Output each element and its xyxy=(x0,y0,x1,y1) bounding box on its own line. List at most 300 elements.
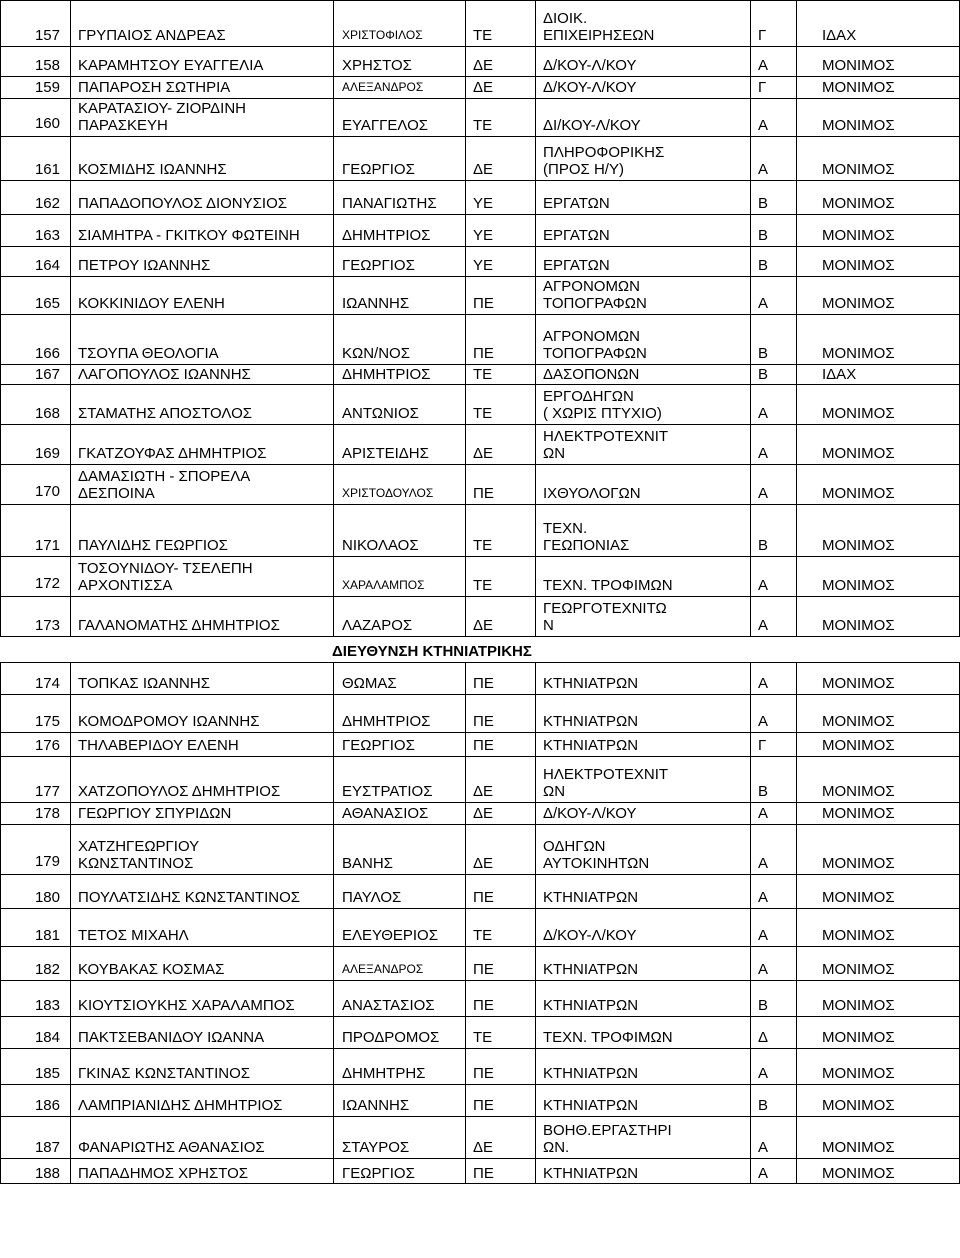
table-row xyxy=(0,136,960,180)
column-divider xyxy=(750,1085,751,1116)
cell-status: ΜΟΝΙΜΟΣ xyxy=(822,117,895,134)
cell-grade: Α xyxy=(758,805,769,822)
column-divider xyxy=(70,47,71,76)
column-divider xyxy=(750,181,751,214)
cell-status: ΜΟΝΙΜΟΣ xyxy=(822,997,895,1014)
column-divider xyxy=(535,385,536,424)
cell-grade: Β xyxy=(758,997,769,1014)
cell-cat: ΠΕ xyxy=(473,889,494,906)
cell-name: ΠΕΤΡΟΥ ΙΩΑΝΝΗΣ xyxy=(78,257,211,274)
cell-status: ΜΟΝΙΜΟΣ xyxy=(822,445,895,462)
cell-father: ΔΗΜΗΤΡΙΟΣ xyxy=(342,366,431,383)
cell-n: 158 xyxy=(34,57,60,74)
table-row xyxy=(0,424,960,464)
cell-cat: ΠΕ xyxy=(473,1165,494,1182)
cell-name: ΓΡΥΠΑΙΟΣ ΑΝΔΡΕΑΣ xyxy=(78,27,226,44)
column-divider xyxy=(333,77,334,98)
cell-grade: Α xyxy=(758,675,769,692)
column-divider xyxy=(750,47,751,76)
column-divider xyxy=(535,1049,536,1084)
cell-name: ΚΑΡΑΤΑΣΙΟΥ- ΖΙΟΡΔΙΝΗ ΠΑΡΑΣΚΕΥΗ xyxy=(78,100,247,134)
cell-name: ΧΑΤΖΟΠΟΥΛΟΣ ΔΗΜΗΤΡΙΟΣ xyxy=(78,783,281,800)
column-divider xyxy=(750,1,751,46)
cell-grade: Α xyxy=(758,713,769,730)
column-divider xyxy=(465,825,466,874)
column-divider xyxy=(0,803,1,824)
cell-name: ΤΗΛΑΒΕΡΙΔΟΥ ΕΛΕΝΗ xyxy=(78,737,239,754)
column-divider xyxy=(70,597,71,636)
column-divider xyxy=(750,597,751,636)
table-row xyxy=(0,874,960,908)
cell-name: ΣΙΑΜΗΤΡΑ - ΓΚΙΤΚΟΥ ΦΩΤΕΙΝΗ xyxy=(78,227,300,244)
column-divider xyxy=(333,757,334,802)
cell-father: ΔΗΜΗΤΡΙΟΣ xyxy=(342,227,431,244)
cell-spec: ΑΓΡΟΝΟΜΩΝ ΤΟΠΟΓΡΑΦΩΝ xyxy=(543,278,647,312)
column-divider xyxy=(796,695,797,732)
column-divider xyxy=(333,181,334,214)
column-divider xyxy=(535,909,536,946)
cell-cat: ΔΕ xyxy=(473,617,494,634)
column-divider xyxy=(0,215,1,246)
column-divider xyxy=(750,825,751,874)
column-divider xyxy=(333,981,334,1016)
column-divider xyxy=(535,1159,536,1183)
column-divider xyxy=(0,277,1,314)
column-divider xyxy=(70,215,71,246)
column-divider xyxy=(70,1049,71,1084)
cell-grade: Α xyxy=(758,445,769,462)
column-divider xyxy=(70,99,71,136)
cell-status: ΜΟΝΙΜΟΣ xyxy=(822,961,895,978)
cell-status: ΜΟΝΙΜΟΣ xyxy=(822,1165,895,1182)
table-row xyxy=(0,246,960,276)
table-row xyxy=(0,732,960,756)
cell-cat: ΔΕ xyxy=(473,57,494,74)
column-divider xyxy=(70,1159,71,1183)
cell-cat: ΠΕ xyxy=(473,961,494,978)
column-divider xyxy=(465,99,466,136)
cell-status: ΜΟΝΙΜΟΣ xyxy=(822,1029,895,1046)
column-divider xyxy=(465,181,466,214)
cell-spec: ΠΛΗΡΟΦΟΡΙΚΗΣ (ΠΡΟΣ Η/Υ) xyxy=(543,144,665,178)
column-divider xyxy=(535,947,536,980)
column-divider xyxy=(333,803,334,824)
table-row xyxy=(0,1048,960,1084)
column-divider xyxy=(0,825,1,874)
table-row xyxy=(0,802,960,824)
cell-status: ΜΟΝΙΜΟΣ xyxy=(822,295,895,312)
cell-cat: ΠΕ xyxy=(473,345,494,362)
column-divider xyxy=(0,181,1,214)
column-divider xyxy=(465,47,466,76)
column-divider xyxy=(796,981,797,1016)
cell-spec: ΗΛΕΚΤΡΟΤΕΧΝΙΤ ΩΝ xyxy=(543,428,669,462)
cell-cat: ΤΕ xyxy=(473,405,493,422)
column-divider xyxy=(333,1117,334,1158)
column-divider xyxy=(0,247,1,276)
column-divider xyxy=(0,597,1,636)
column-divider xyxy=(796,215,797,246)
cell-status: ΜΟΝΙΜΟΣ xyxy=(822,485,895,502)
cell-spec: ΚΤΗΝΙΑΤΡΩΝ xyxy=(543,889,639,906)
column-divider xyxy=(535,1,536,46)
cell-status: ΜΟΝΙΜΟΣ xyxy=(822,79,895,96)
cell-n: 169 xyxy=(34,445,60,462)
cell-status: ΜΟΝΙΜΟΣ xyxy=(822,1065,895,1082)
column-divider xyxy=(796,365,797,384)
cell-father: ΑΘΑΝΑΣΙΟΣ xyxy=(342,805,429,822)
cell-father: ΘΩΜΑΣ xyxy=(342,675,397,692)
cell-cat: ΤΕ xyxy=(473,27,493,44)
column-divider xyxy=(333,909,334,946)
column-divider xyxy=(796,597,797,636)
column-divider xyxy=(796,277,797,314)
column-divider xyxy=(535,215,536,246)
column-divider xyxy=(0,1017,1,1048)
cell-father: ΛΑΖΑΡΟΣ xyxy=(342,617,413,634)
column-divider xyxy=(0,947,1,980)
cell-status: ΜΟΝΙΜΟΣ xyxy=(822,927,895,944)
column-divider xyxy=(535,315,536,364)
column-divider xyxy=(535,1117,536,1158)
cell-spec: ΔΙ/ΚΟΥ-Λ/ΚΟΥ xyxy=(543,117,641,134)
column-divider xyxy=(796,1159,797,1183)
column-divider xyxy=(750,1017,751,1048)
column-divider xyxy=(465,1017,466,1048)
cell-n: 167 xyxy=(34,366,60,383)
table-row xyxy=(0,556,960,596)
column-divider xyxy=(465,247,466,276)
table-row xyxy=(0,1158,960,1184)
cell-spec: ΟΔΗΓΩΝ ΑΥΤΟΚΙΝΗΤΩΝ xyxy=(543,838,650,872)
cell-spec: ΚΤΗΝΙΑΤΡΩΝ xyxy=(543,737,639,754)
column-divider xyxy=(796,1117,797,1158)
column-divider xyxy=(535,465,536,504)
cell-grade: Α xyxy=(758,1139,769,1156)
cell-father: ΔΗΜΗΤΡΙΟΣ xyxy=(342,713,431,730)
table-row xyxy=(0,384,960,424)
table-row xyxy=(0,946,960,980)
column-divider xyxy=(796,557,797,596)
column-divider xyxy=(535,757,536,802)
column-divider xyxy=(535,875,536,908)
cell-name: ΓΕΩΡΓΙΟΥ ΣΠΥΡΙΔΩΝ xyxy=(78,805,232,822)
column-divider xyxy=(796,1,797,46)
column-divider xyxy=(535,365,536,384)
cell-name: ΠΑΠΑΡΟΣΗ ΣΩΤΗΡΙΑ xyxy=(78,79,231,96)
cell-spec: ΑΓΡΟΝΟΜΩΝ ΤΟΠΟΓΡΑΦΩΝ xyxy=(543,328,647,362)
cell-name: ΛΑΓΟΠΟΥΛΟΣ ΙΩΑΝΝΗΣ xyxy=(78,366,251,383)
column-divider xyxy=(70,825,71,874)
cell-status: ΜΟΝΙΜΟΣ xyxy=(822,577,895,594)
column-divider xyxy=(535,663,536,694)
table-row xyxy=(0,276,960,314)
table-row xyxy=(0,980,960,1016)
table-row xyxy=(0,214,960,246)
column-divider xyxy=(750,215,751,246)
column-divider xyxy=(465,663,466,694)
column-divider xyxy=(70,875,71,908)
cell-grade: Α xyxy=(758,295,769,312)
cell-cat: ΠΕ xyxy=(473,713,494,730)
column-divider xyxy=(70,315,71,364)
column-divider xyxy=(750,1117,751,1158)
cell-grade: Γ xyxy=(758,79,767,96)
cell-spec: ΔΑΣΟΠΟΝΩΝ xyxy=(543,366,640,383)
column-divider xyxy=(465,875,466,908)
column-divider xyxy=(465,277,466,314)
cell-cat: ΠΕ xyxy=(473,997,494,1014)
column-divider xyxy=(333,465,334,504)
column-divider xyxy=(465,947,466,980)
cell-cat: ΠΕ xyxy=(473,737,494,754)
cell-spec: ΗΛΕΚΤΡΟΤΕΧΝΙΤ ΩΝ xyxy=(543,766,669,800)
column-divider xyxy=(70,77,71,98)
cell-status: ΜΟΝΙΜΟΣ xyxy=(822,783,895,800)
column-divider xyxy=(465,425,466,464)
column-divider xyxy=(0,77,1,98)
cell-cat: ΥΕ xyxy=(473,257,494,274)
column-divider xyxy=(535,981,536,1016)
cell-grade: Α xyxy=(758,1165,769,1182)
column-divider xyxy=(333,99,334,136)
cell-n: 171 xyxy=(34,537,60,554)
cell-father: ΕΥΣΤΡΑΤΙΟΣ xyxy=(342,783,433,800)
table-row xyxy=(0,908,960,946)
cell-grade: Β xyxy=(758,195,769,212)
cell-n: 180 xyxy=(34,889,60,906)
column-divider xyxy=(535,277,536,314)
column-divider xyxy=(750,733,751,756)
column-divider xyxy=(796,947,797,980)
cell-grade: Β xyxy=(758,227,769,244)
column-divider xyxy=(750,803,751,824)
cell-name: ΓΚΑΤΖΟΥΦΑΣ ΔΗΜΗΤΡΙΟΣ xyxy=(78,445,267,462)
cell-cat: ΠΕ xyxy=(473,1097,494,1114)
table-row xyxy=(0,364,960,384)
column-divider xyxy=(796,875,797,908)
column-divider xyxy=(535,505,536,556)
cell-n: 163 xyxy=(34,227,60,244)
cell-grade: Δ xyxy=(758,1029,769,1046)
column-divider xyxy=(796,77,797,98)
cell-grade: Α xyxy=(758,485,769,502)
cell-cat: ΔΕ xyxy=(473,79,494,96)
column-divider xyxy=(750,1159,751,1183)
column-divider xyxy=(796,247,797,276)
cell-grade: Β xyxy=(758,1097,769,1114)
cell-name: ΤΕΤΟΣ ΜΙΧΑΗΛ xyxy=(78,927,189,944)
cell-father: ΑΛΕΞΑΝΔΡΟΣ xyxy=(342,962,424,976)
column-divider xyxy=(750,947,751,980)
table-row xyxy=(0,180,960,214)
table-row xyxy=(0,824,960,874)
cell-name: ΧΑΤΖΗΓΕΩΡΓΙΟΥ ΚΩΝΣΤΑΝΤΙΝΟΣ xyxy=(78,838,200,872)
column-divider xyxy=(70,1085,71,1116)
column-divider xyxy=(0,365,1,384)
cell-cat: ΠΕ xyxy=(473,1065,494,1082)
cell-n: 172 xyxy=(34,575,60,592)
cell-father: ΔΗΜΗΤΡΗΣ xyxy=(342,1065,426,1082)
column-divider xyxy=(465,1085,466,1116)
column-divider xyxy=(750,315,751,364)
cell-name: ΛΑΜΠΡΙΑΝΙΔΗΣ ΔΗΜΗΤΡΙΟΣ xyxy=(78,1097,283,1114)
column-divider xyxy=(465,695,466,732)
column-divider xyxy=(796,1017,797,1048)
cell-cat: ΠΕ xyxy=(473,485,494,502)
cell-name: ΤΣΟΥΠΑ ΘΕΟΛΟΓΙΑ xyxy=(78,345,219,362)
cell-spec: ΚΤΗΝΙΑΤΡΩΝ xyxy=(543,1065,639,1082)
column-divider xyxy=(0,733,1,756)
cell-spec: ΤΕΧΝ. ΤΡΟΦΙΜΩΝ xyxy=(543,1029,673,1046)
column-divider xyxy=(333,247,334,276)
cell-grade: Α xyxy=(758,117,769,134)
column-divider xyxy=(0,557,1,596)
column-divider xyxy=(465,1159,466,1183)
column-divider xyxy=(70,733,71,756)
cell-father: ΠΡΟΔΡΟΜΟΣ xyxy=(342,1029,440,1046)
cell-father: ΑΡΙΣΤΕΙΔΗΣ xyxy=(342,445,429,462)
section-title: ΔΙΕΥΘΥΝΣΗ ΚΤΗΝΙΑΤΡΙΚΗΣ xyxy=(332,643,532,660)
column-divider xyxy=(535,557,536,596)
section-header xyxy=(0,636,960,662)
cell-father: ΧΡΗΣΤΟΣ xyxy=(342,57,412,74)
cell-spec: ΕΡΓΟΔΗΓΩΝ ( ΧΩΡΙΣ ΠΤΥΧΙΟ) xyxy=(543,388,662,422)
cell-status: ΜΟΝΙΜΟΣ xyxy=(822,805,895,822)
column-divider xyxy=(750,1049,751,1084)
cell-cat: ΔΕ xyxy=(473,161,494,178)
column-divider xyxy=(750,385,751,424)
cell-father: ΑΝΤΩΝΙΟΣ xyxy=(342,405,419,422)
cell-n: 187 xyxy=(34,1139,60,1156)
cell-cat: ΠΕ xyxy=(473,295,494,312)
column-divider xyxy=(0,1159,1,1183)
cell-father: ΙΩΑΝΝΗΣ xyxy=(342,295,410,312)
column-divider xyxy=(70,181,71,214)
cell-cat: ΤΕ xyxy=(473,537,493,554)
column-divider xyxy=(333,277,334,314)
cell-spec: ΤΕΧΝ. ΓΕΩΠΟΝΙΑΣ xyxy=(543,520,630,554)
column-divider xyxy=(750,277,751,314)
column-divider xyxy=(750,663,751,694)
column-divider xyxy=(333,1049,334,1084)
cell-n: 160 xyxy=(34,115,60,132)
column-divider xyxy=(796,663,797,694)
column-divider xyxy=(796,181,797,214)
cell-name: ΓΑΛΑΝΟΜΑΤΗΣ ΔΗΜΗΤΡΙΟΣ xyxy=(78,617,280,634)
cell-grade: Α xyxy=(758,617,769,634)
column-divider xyxy=(535,47,536,76)
column-divider xyxy=(796,803,797,824)
column-divider xyxy=(535,695,536,732)
column-divider xyxy=(0,757,1,802)
column-divider xyxy=(70,465,71,504)
column-divider xyxy=(796,425,797,464)
table-row xyxy=(0,314,960,364)
cell-grade: Α xyxy=(758,1065,769,1082)
cell-father: ΕΛΕΥΘΕΡΙΟΣ xyxy=(342,927,438,944)
cell-status: ΜΟΝΙΜΟΣ xyxy=(822,675,895,692)
cell-n: 181 xyxy=(34,927,60,944)
column-divider xyxy=(70,385,71,424)
cell-grade: Β xyxy=(758,345,769,362)
column-divider xyxy=(465,315,466,364)
column-divider xyxy=(796,505,797,556)
column-divider xyxy=(465,215,466,246)
cell-n: 173 xyxy=(34,617,60,634)
cell-cat: ΤΕ xyxy=(473,577,493,594)
table-row xyxy=(0,694,960,732)
cell-name: ΚΟΥΒΑΚΑΣ ΚΟΣΜΑΣ xyxy=(78,961,225,978)
cell-status: ΜΟΝΙΜΟΣ xyxy=(822,227,895,244)
cell-spec: ΚΤΗΝΙΑΤΡΩΝ xyxy=(543,1097,639,1114)
column-divider xyxy=(0,909,1,946)
cell-name: ΓΚΙΝΑΣ ΚΩΝΣΤΑΝΤΙΝΟΣ xyxy=(78,1065,251,1082)
cell-cat: ΥΕ xyxy=(473,195,494,212)
cell-n: 174 xyxy=(34,675,60,692)
cell-spec: ΕΡΓΑΤΩΝ xyxy=(543,257,610,274)
cell-n: 164 xyxy=(34,257,60,274)
cell-cat: ΔΕ xyxy=(473,445,494,462)
cell-status: ΜΟΝΙΜΟΣ xyxy=(822,713,895,730)
cell-grade: Β xyxy=(758,783,769,800)
table-row xyxy=(0,98,960,136)
column-divider xyxy=(0,137,1,180)
cell-name: ΤΟΠΚΑΣ ΙΩΑΝΝΗΣ xyxy=(78,675,210,692)
cell-status: ΜΟΝΙΜΟΣ xyxy=(822,537,895,554)
cell-grade: Α xyxy=(758,889,769,906)
column-divider xyxy=(333,695,334,732)
column-divider xyxy=(333,315,334,364)
column-divider xyxy=(750,981,751,1016)
cell-spec: ΕΡΓΑΤΩΝ xyxy=(543,227,610,244)
column-divider xyxy=(535,181,536,214)
table-row xyxy=(0,662,960,694)
column-divider xyxy=(333,733,334,756)
cell-status: ΜΟΝΙΜΟΣ xyxy=(822,345,895,362)
cell-grade: Α xyxy=(758,405,769,422)
column-divider xyxy=(70,425,71,464)
column-divider xyxy=(535,425,536,464)
cell-spec: ΤΕΧΝ. ΤΡΟΦΙΜΩΝ xyxy=(543,577,673,594)
column-divider xyxy=(465,597,466,636)
table-row xyxy=(0,1116,960,1158)
staff-table-veterinary xyxy=(0,662,960,1184)
cell-name: ΚΙΟΥΤΣΙΟΥΚΗΣ ΧΑΡΑΛΑΜΠΟΣ xyxy=(78,997,295,1014)
cell-grade: Α xyxy=(758,161,769,178)
table-row xyxy=(0,464,960,504)
cell-name: ΠΑΚΤΣΕΒΑΝΙΔΟΥ ΙΩΑΝΝΑ xyxy=(78,1029,265,1046)
cell-spec: ΚΤΗΝΙΑΤΡΩΝ xyxy=(543,997,639,1014)
cell-cat: ΥΕ xyxy=(473,227,494,244)
column-divider xyxy=(333,947,334,980)
cell-n: 183 xyxy=(34,997,60,1014)
column-divider xyxy=(796,909,797,946)
cell-spec: ΕΡΓΑΤΩΝ xyxy=(543,195,610,212)
column-divider xyxy=(333,875,334,908)
cell-n: 162 xyxy=(34,195,60,212)
column-divider xyxy=(333,505,334,556)
column-divider xyxy=(333,557,334,596)
column-divider xyxy=(70,981,71,1016)
column-divider xyxy=(465,505,466,556)
column-divider xyxy=(0,1117,1,1158)
column-divider xyxy=(535,733,536,756)
cell-spec: Δ/ΚΟΥ-Λ/ΚΟΥ xyxy=(543,805,637,822)
column-divider xyxy=(465,757,466,802)
cell-n: 165 xyxy=(34,295,60,312)
cell-father: ΓΕΩΡΓΙΟΣ xyxy=(342,161,415,178)
